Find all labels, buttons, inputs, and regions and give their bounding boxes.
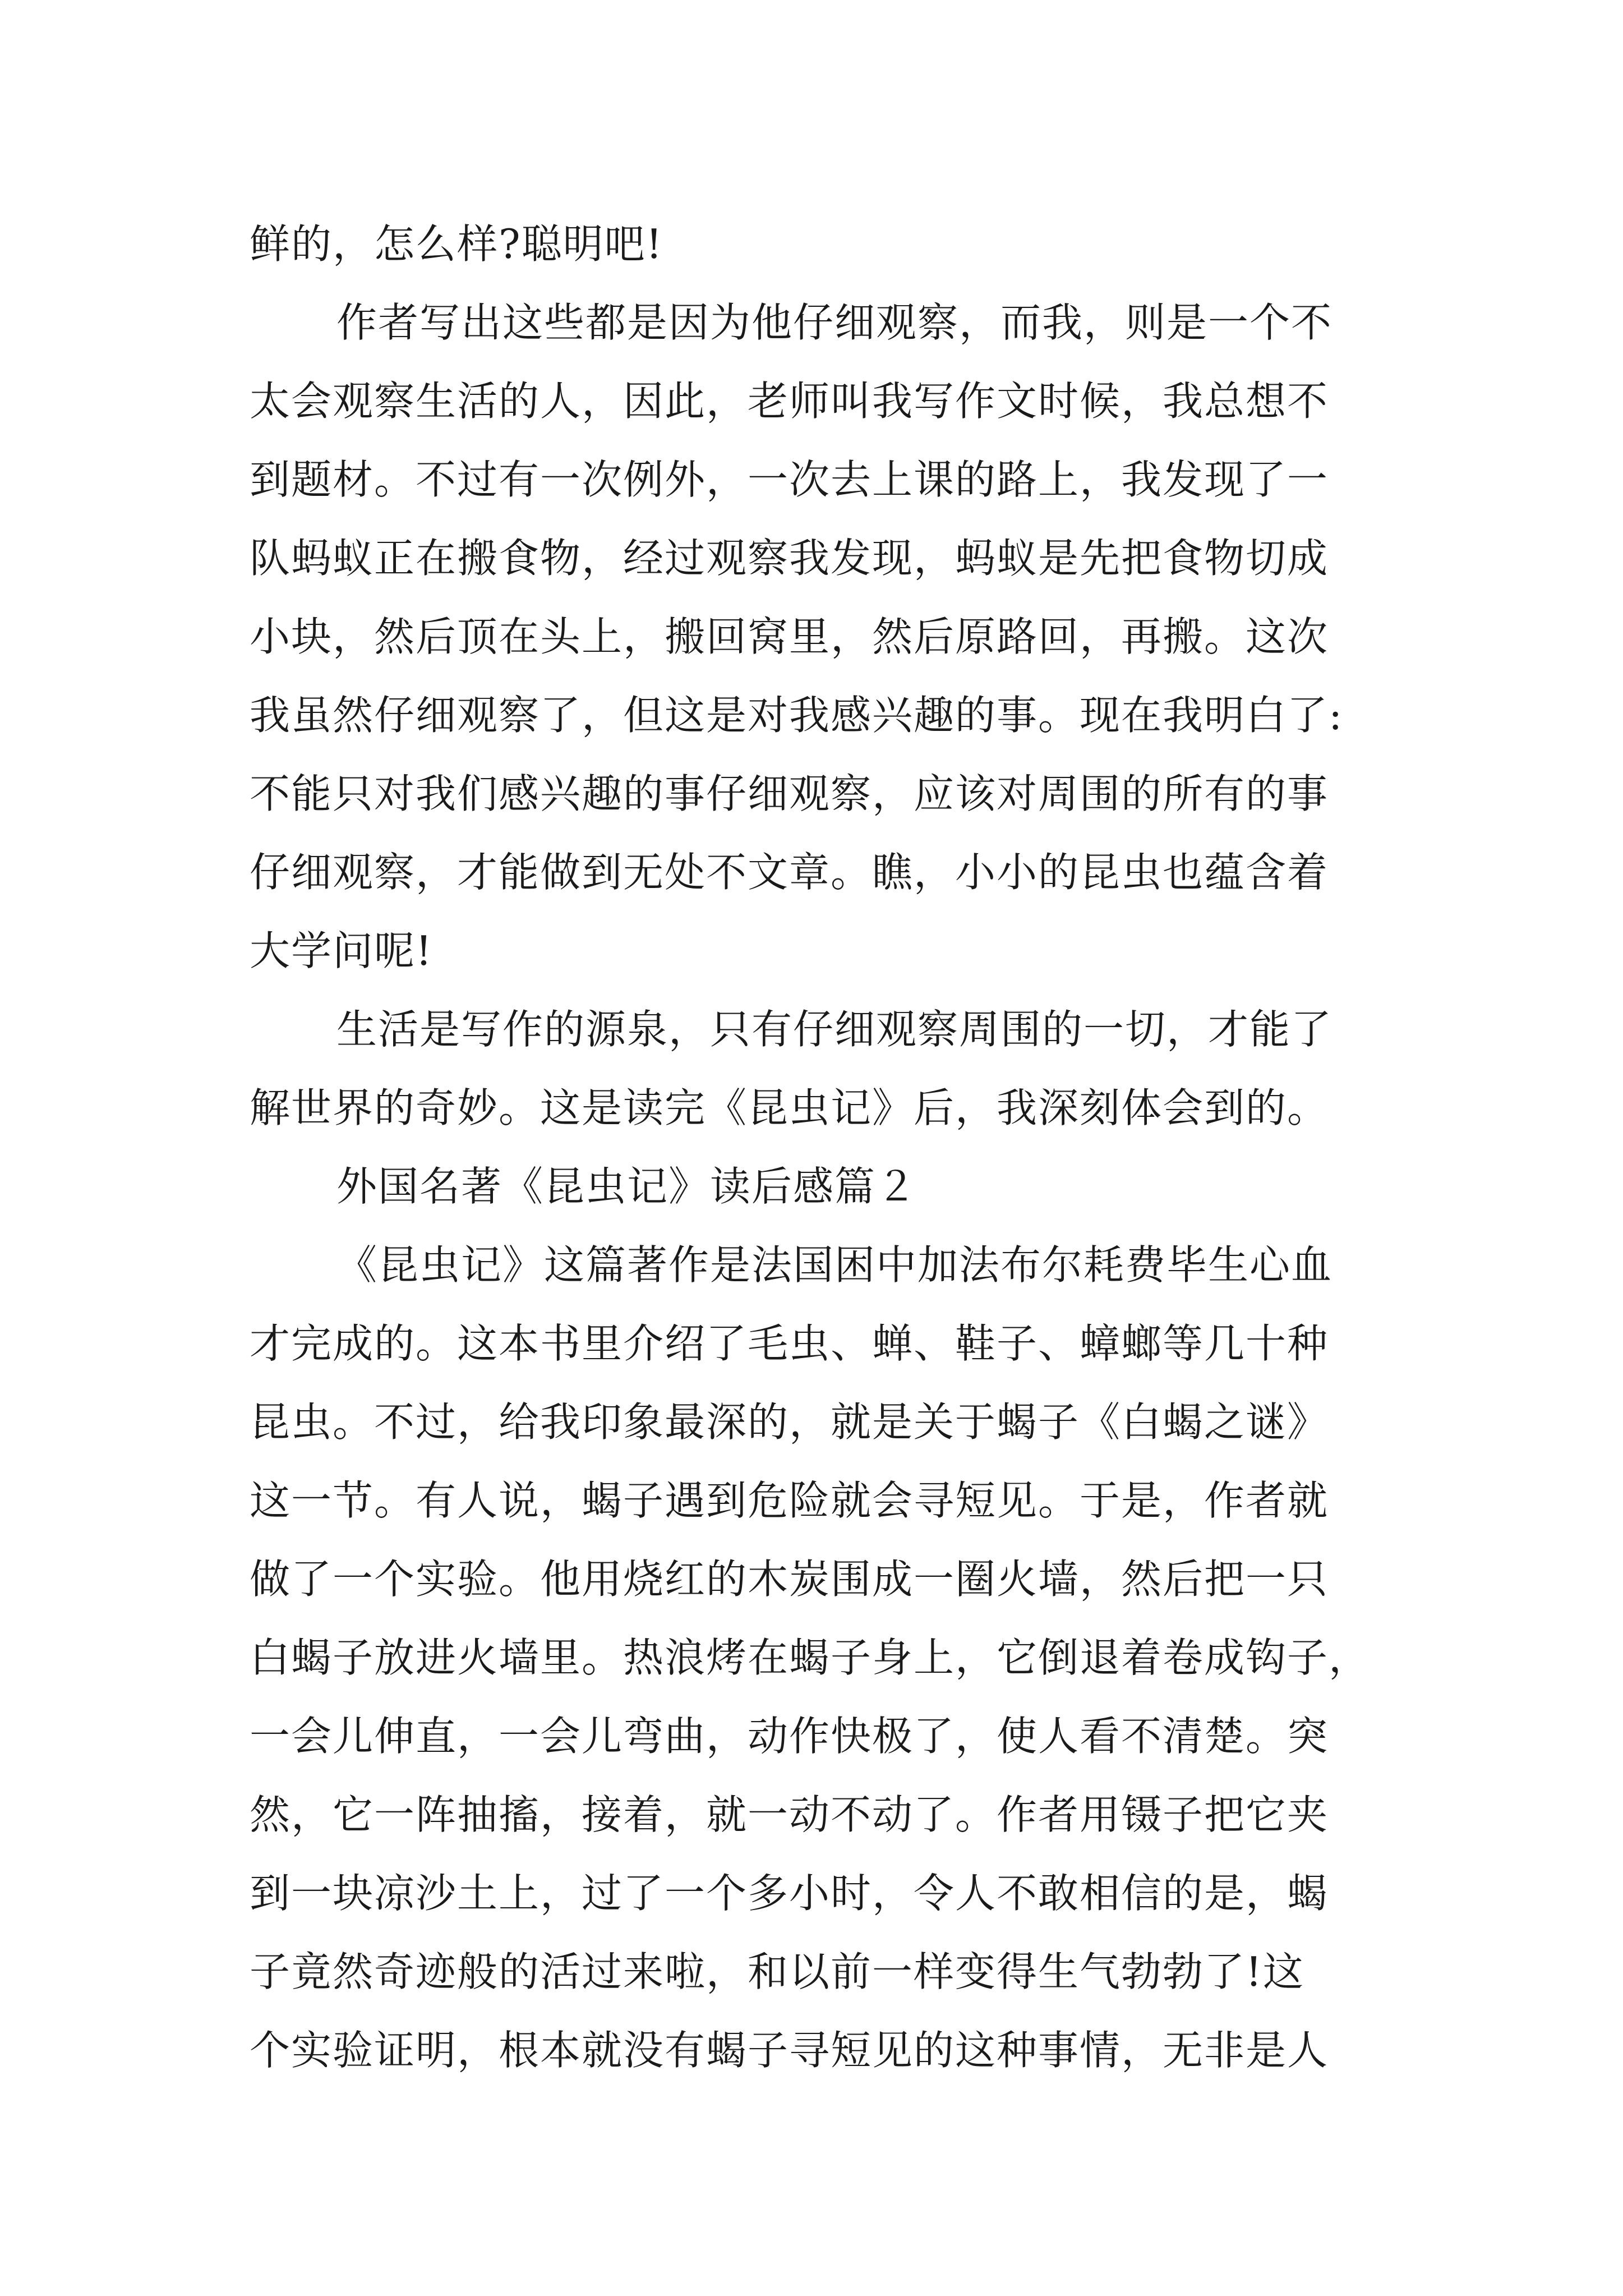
text-line: 到题材。不过有一次例外，一次去上课的路上，我发现了一 xyxy=(250,456,1329,503)
paragraph-first-line: 作者写出这些都是因为他仔细观察，而我，则是一个不 xyxy=(336,299,1333,346)
paragraph-first-line: 《昆虫记》这篇著作是法国困中加法布尔耗费毕生心血 xyxy=(336,1241,1333,1289)
text-line: 不能只对我们感兴趣的事仔细观察，应该对周围的所有的事 xyxy=(250,770,1329,817)
text-line: 这一节。有人说，蝎子遇到危险就会寻短见。于是，作者就 xyxy=(250,1477,1329,1524)
text-line: 昆虫。不过，给我印象最深的，就是关于蝎子《白蝎之谜》 xyxy=(250,1398,1329,1446)
text-line: 子竟然奇迹般的活过来啦，和以前一样变得生气勃勃了!这 xyxy=(250,1948,1304,1995)
section-heading: 外国名著《昆虫记》读后感篇２ xyxy=(336,1163,918,1210)
text-line: 个实验证明，根本就没有蝎子寻短见的这种事情，无非是人 xyxy=(250,2027,1329,2074)
text-line: 然，它一阵抽搐，接着，就一动不动了。作者用镊子把它夹 xyxy=(250,1791,1329,1838)
text-line: 大学问呢! xyxy=(250,927,433,974)
text-line: 白蝎子放进火墙里。热浪烤在蝎子身上，它倒退着卷成钩子， xyxy=(250,1634,1371,1681)
text-line: 队蚂蚁正在搬食物，经过观察我发现，蚂蚁是先把食物切成 xyxy=(250,535,1329,582)
text-line: 我虽然仔细观察了，但这是对我感兴趣的事。现在我明白了: xyxy=(250,692,1344,739)
text-line: 太会观察生活的人，因此，老师叫我写作文时候，我总想不 xyxy=(250,378,1329,425)
text-line: 小块，然后顶在头上，搬回窝里，然后原路回，再搬。这次 xyxy=(250,613,1329,660)
text-line: 解世界的奇妙。这是读完《昆虫记》后，我深刻体会到的。 xyxy=(250,1084,1329,1131)
text-line: 鲜的，怎么样?聪明吧! xyxy=(250,220,663,268)
text-line: 一会儿伸直，一会儿弯曲，动作快极了，使人看不清楚。突 xyxy=(250,1713,1329,1760)
paragraph-first-line: 生活是写作的源泉，只有仔细观察周围的一切，才能了 xyxy=(336,1006,1333,1053)
text-line: 才完成的。这本书里介绍了毛虫、蝉、鞋子、蟑螂等几十种 xyxy=(250,1320,1329,1367)
text-line: 做了一个实验。他用烧红的木炭围成一圈火墙，然后把一只 xyxy=(250,1556,1329,1603)
text-line: 到一块凉沙土上，过了一个多小时，令人不敢相信的是，蝎 xyxy=(250,1870,1329,1917)
text-line: 仔细观察，才能做到无处不文章。瞧，小小的昆虫也蕴含着 xyxy=(250,849,1329,896)
